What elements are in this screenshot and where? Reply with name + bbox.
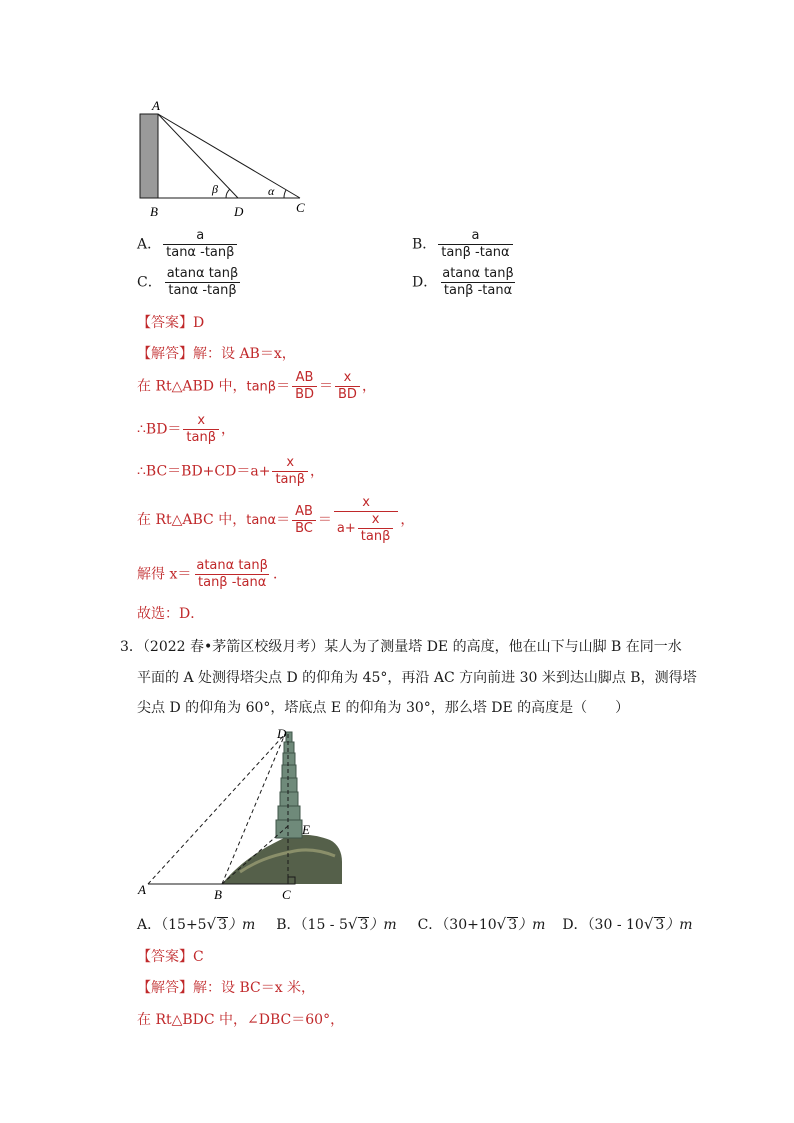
- answer-value: C: [193, 949, 204, 965]
- q3-option-c[interactable]: C．（30+10√ 3）m: [417, 915, 546, 933]
- q2-answer: [137, 312, 204, 332]
- label-D: D: [234, 204, 244, 219]
- q2-solution-line5: 在 Rt△ABC 中，tanα＝ $\frac{AB}{BC}$ ＝ x a+ $\frac{x}{\tan\beta}$ ，: [137, 495, 415, 544]
- q2-solution-line2: 在 Rt△ABD 中，tanβ＝ $\frac{AB}{BD}$ ＝ $\frac{x}{BD}$ ，: [137, 370, 376, 402]
- label-C: C: [296, 200, 305, 215]
- q3-solution-line1: 【解答】解：设 BC＝x 米，: [137, 980, 316, 996]
- q3-question-line1: 3．（2022 春•茅箭区校级月考）某人为了测量塔 DE 的高度，他在山下与山脚 B 在同一水: [120, 639, 682, 655]
- answer-value: D: [193, 315, 205, 331]
- label-B: B: [150, 204, 158, 219]
- q2-option-c[interactable]: C． $\frac{\text{atanα tanβ}}{\tan\alpha -\tan\beta}$: [137, 266, 243, 299]
- option-d-denominator: tanβ -tanα: [441, 282, 515, 299]
- option-c-denominator: tanα -tanβ: [165, 282, 239, 299]
- label-A: A: [138, 882, 146, 897]
- figure-pagoda-mountain: [130, 722, 360, 902]
- option-b-denominator: tanβ -tanα: [438, 244, 512, 261]
- q2-solution-line4: ∴BC＝BD+CD＝a+ $\frac{x}{\tan\beta}$ ，: [137, 455, 325, 487]
- line-AD: [158, 114, 238, 198]
- solution-tag: 【解答】: [137, 980, 193, 996]
- q3-question-line3: 尖点 D 的仰角为 60°，塔底点 E 的仰角为 30°，那么塔 DE 的高度是（ ）: [137, 700, 630, 716]
- option-a-numerator: a: [196, 228, 205, 243]
- answer-tag: 【答案】: [137, 949, 193, 965]
- label-E: E: [302, 822, 310, 837]
- q2-option-a[interactable]: A． $\frac{a}{\tan\alpha -\tan\beta}$: [137, 228, 239, 261]
- q3-option-a[interactable]: A．（15+5√ 3）m: [137, 915, 256, 933]
- label-alpha: α: [268, 184, 275, 198]
- q2-solution-line6: 解得 x＝ $\frac{\text{atanα tanβ}}{\tan\beta -\tan\alpha}$ ．: [137, 558, 287, 590]
- option-a-denominator: tanα -tanβ: [163, 244, 237, 261]
- tower-rect: [140, 114, 158, 198]
- question-number: 3．: [120, 639, 143, 655]
- label-beta: β: [212, 182, 218, 196]
- angle-alpha-arc: [284, 190, 286, 198]
- q3-answer: [137, 946, 204, 966]
- label-A: A: [152, 98, 160, 113]
- q3-option-d[interactable]: D．（30 - 10√ 3）m: [562, 915, 693, 933]
- option-d-numerator: atanα tanβ: [442, 266, 514, 281]
- label-B: B: [214, 887, 222, 902]
- q2-solution-line1: 【解答】解：设 AB＝x，: [137, 346, 296, 362]
- figure-tower-triangle: [130, 98, 320, 220]
- label-D: D: [277, 726, 287, 741]
- label-C: C: [282, 887, 291, 902]
- q3-option-b[interactable]: B．（15 - 5√ 3）m: [276, 915, 397, 933]
- line-AC: [158, 114, 300, 198]
- solution-tag: 【解答】: [137, 346, 193, 362]
- q2-option-d[interactable]: D． $\frac{\text{atanα tanβ}}{\tan\beta -\tan\alpha}$: [412, 266, 519, 299]
- angle-beta-arc: [226, 189, 230, 198]
- q3-options-row: [137, 914, 693, 934]
- option-b-numerator: a: [471, 228, 480, 243]
- q2-solution-line7: 故选：D．: [137, 606, 205, 622]
- q3-question-line2: 平面的 A 处测得塔尖点 D 的仰角为 45°，再沿 AC 方向前进 30 米到达山脚点 B，测得塔: [137, 670, 697, 686]
- q3-solution-line2: 在 Rt△BDC 中，∠DBC＝60°，: [137, 1012, 345, 1028]
- option-c-numerator: atanα tanβ: [166, 266, 239, 281]
- q2-solution-line3: ∴BD＝ $\frac{x}{\tan\beta}$ ，: [137, 413, 236, 445]
- q2-option-b[interactable]: B． $\frac{a}{\tan\beta -\tan\alpha}$: [412, 228, 515, 261]
- answer-tag: 【答案】: [137, 315, 193, 331]
- pagoda: [276, 732, 302, 838]
